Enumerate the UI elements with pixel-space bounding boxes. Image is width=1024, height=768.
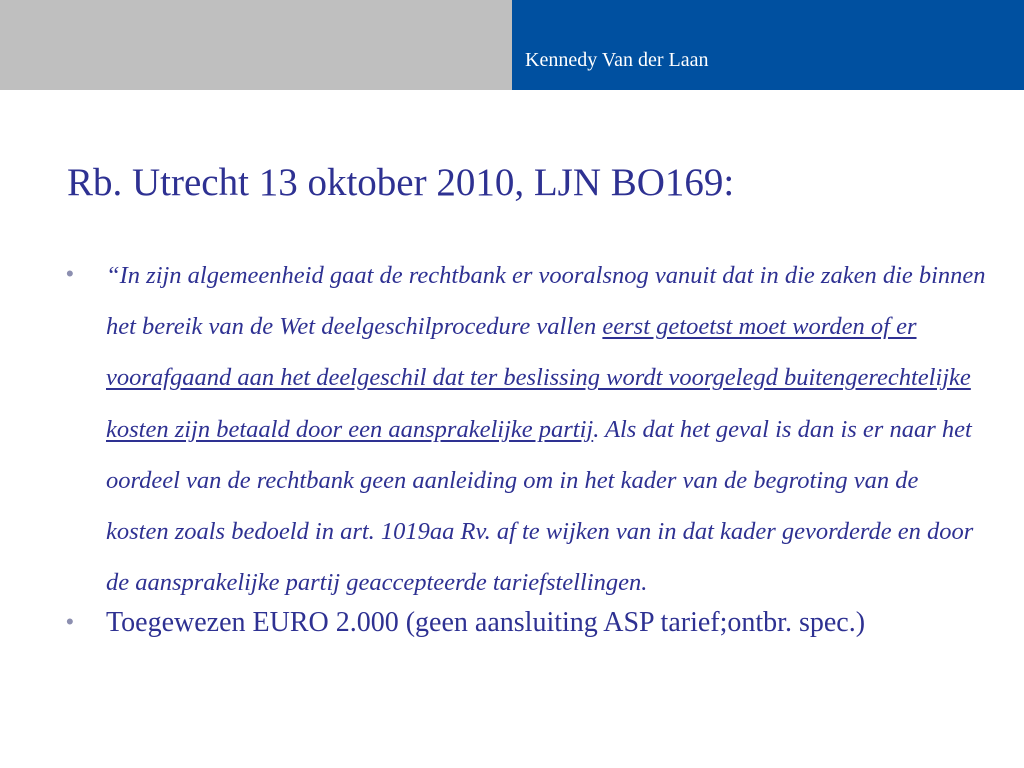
quote-text-underlined: eerst getoetst moet worden of er voorafgaand aan het deelgeschil dat ter beslissing wordt voorgelegd buitengerechtelijke kosten zijn betaald door een aansprakelijke partij xyxy=(106,313,971,443)
bullet-item-award xyxy=(66,603,986,643)
bullet-item-quote xyxy=(66,250,986,608)
bullet-marker: • xyxy=(66,261,74,286)
slide-title: Rb. Utrecht 13 oktober 2010, LJN BO169: xyxy=(67,161,735,204)
quote-text-conclusion: . Als dat het geval is dan is er naar het oordeel van de rechtbank geen aanleiding om in het kader van de begroting van de kosten zoals bedoeld in art. 1019aa Rv. af te wijken van in dat kader gevorderde en door de aansprakelijke partij geaccepteerde tariefstellingen. xyxy=(106,415,974,597)
header-blue-band xyxy=(512,0,1024,90)
bullet-marker: • xyxy=(66,609,74,635)
brand-name: Kennedy Van der Laan xyxy=(525,49,709,71)
header-grey-band xyxy=(0,0,512,90)
quote-text xyxy=(106,250,986,608)
bullet-list xyxy=(66,250,986,643)
quote-text-intro: “In zijn algemeenheid gaat de rechtbank er vooralsnog vanuit dat in die zaken die binnen het bereik van de Wet deelgeschilprocedure vallen xyxy=(106,262,986,341)
award-text: Toegewezen EURO 2.000 (geen aansluiting ASP tarief;ontbr. spec.) xyxy=(106,607,866,639)
